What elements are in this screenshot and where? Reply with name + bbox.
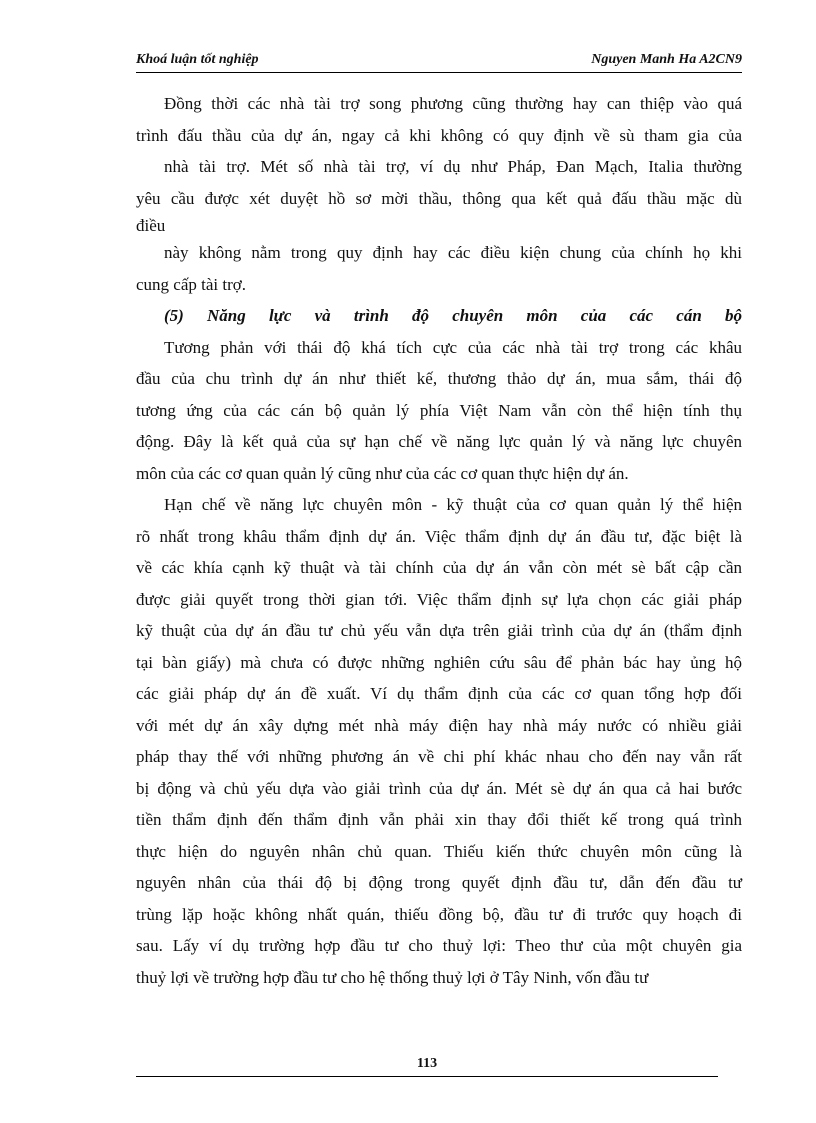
document-body <box>136 88 742 993</box>
text-line: tại bàn giấy) mà chưa có được những nghiên cứu sâu để phản bác hay ủng hộ <box>136 652 742 672</box>
text-line: này không nằm trong quy định hay các điều kiện chung của chính họ khi <box>164 243 742 262</box>
text-line: sau. Lấy ví dụ trường hợp đầu tư cho thuỷ lợi: Theo thư của một chuyên gia <box>136 936 742 955</box>
text-line: động. Đây là kết quả của sự hạn chế về năng lực quản lý và năng lực chuyên <box>136 432 742 451</box>
text-line: yêu cầu được xét duyệt hồ sơ mời thầu, thông qua kết quả đấu thầu mặc dù <box>136 188 742 208</box>
text-line: bị động và chủ yếu dựa vào giải trình của dự án. Mét sè dự án qua cả hai bước <box>136 778 742 798</box>
text-line: cung cấp tài trợ. <box>136 274 247 294</box>
section-heading: (5) Năng lực và trình độ chuyên môn của các cán bộ <box>164 306 742 325</box>
text-line: kỹ thuật của dự án đầu tư chủ yếu vẫn dựa trên giải trình của dự án (thẩm định <box>136 621 742 640</box>
header-author: Nguyen Manh Ha A2CN9 <box>591 52 742 67</box>
text-line: Đồng thời các nhà tài trợ song phương cũng thường hay can thiệp vào quá <box>164 94 742 113</box>
text-line: đầu của chu trình dự án như thiết kế, thương thảo dự án, mua sắm, thái độ <box>136 369 742 388</box>
text-line: các giải pháp dự án đề xuất. Ví dụ thẩm định của các cơ quan tổng hợp đối <box>136 684 742 703</box>
text-line: điều <box>136 216 166 235</box>
text-line: trình đấu thầu của dự án, ngay cả khi không có quy định về sù tham gia của <box>136 125 742 145</box>
text-line: trùng lặp hoặc không nhất quán, thiếu đồng bộ, đầu tư đi trước quy hoạch đi <box>136 904 742 924</box>
text-line: về các khía cạnh kỹ thuật và tài chính của dự án vẫn còn mét sè bất cập cần <box>136 558 742 577</box>
text-line: Tương phản với thái độ khá tích cực của các nhà tài trợ trong các khâu <box>164 337 742 357</box>
text-line: nguyên nhân của thái độ bị động trong quyết định đầu tư, dẫn đến đầu tư <box>136 873 742 892</box>
text-line: Hạn chế về năng lực chuyên môn - kỹ thuật của cơ quan quản lý thể hiện <box>164 495 742 514</box>
header-title: Khoá luận tốt nghiệp <box>136 52 259 67</box>
text-line: môn của các cơ quan quản lý cũng như của các cơ quan thực hiện dự án. <box>136 463 629 483</box>
text-line: được giải quyết trong thời gian tới. Việc thẩm định sự lựa chọn các giải pháp <box>136 589 742 609</box>
text-line: tiền thẩm định đến thẩm định vẫn phải xin thay đổi thiết kế trong quá trình <box>136 810 742 829</box>
page-footer <box>136 1056 718 1077</box>
text-line: pháp thay thế với những phương án về chi phí khác nhau cho đến nay vẫn rất <box>136 747 742 766</box>
page-number: 113 <box>413 1056 441 1071</box>
text-line: thuỷ lợi về trường hợp đầu tư cho hệ thống thuỷ lợi ở Tây Ninh, vốn đầu tư <box>136 967 649 987</box>
page-header <box>136 50 742 73</box>
text-line: nhà tài trợ. Mét số nhà tài trợ, ví dụ như Pháp, Đan Mạch, Italia thường <box>164 157 742 176</box>
text-line: tương ứng của các cán bộ quản lý phía Việt Nam vẫn còn thể hiện tính thụ <box>136 400 742 420</box>
text-line: rõ nhất trong khâu thẩm định dự án. Việc thẩm định dự án đầu tư, đặc biệt là <box>136 526 742 546</box>
text-line: thực hiện do nguyên nhân chủ quan. Thiếu kiến thức chuyên môn cũng là <box>136 841 742 861</box>
text-line: với mét dự án xây dựng mét nhà máy điện hay nhà máy nước có nhiều giải <box>136 715 742 735</box>
